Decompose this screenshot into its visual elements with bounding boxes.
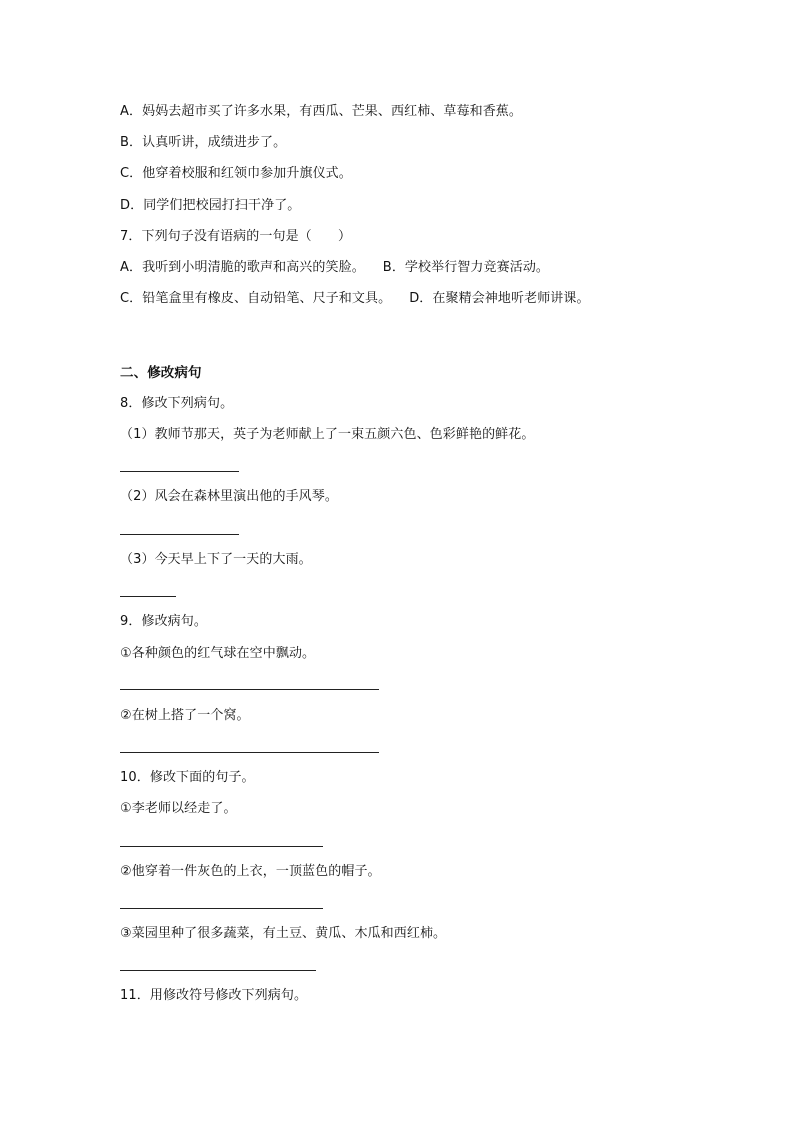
q10-item-3: ③菜园里种了很多蔬菜，有土豆、黄瓜、木瓜和西红柿。: [120, 926, 447, 941]
q6-option-a: A．妈妈去超市买了许多水果，有西瓜、芒果、西红柿、草莓和香蕉。: [120, 104, 522, 119]
q9-item-1-answer-line[interactable]: [120, 689, 379, 690]
q6-option-d: D．同学们把校园打扫干净了。: [120, 198, 301, 213]
q7-options-row-2: [120, 291, 590, 307]
q9-item-2-answer-line[interactable]: [120, 752, 379, 753]
q7-stem: 7．下列句子没有语病的一句是（ ）: [120, 229, 352, 244]
q7-option-a: A．我听到小明清脆的歌声和高兴的笑脸。: [120, 260, 365, 275]
q8-item-1-answer-line[interactable]: [120, 471, 239, 472]
q8-item-1: （1）教师节那天，英子为老师献上了一束五颜六色、色彩鲜艳的鲜花。: [120, 427, 535, 442]
q8-item-2-answer-line[interactable]: [120, 534, 239, 535]
q10-item-1: ①李老师以经走了。: [120, 801, 237, 816]
q7-options-row-1: [120, 260, 549, 276]
q7-option-d: D．在聚精会神地听老师讲课。: [409, 291, 590, 306]
q9-item-2: ②在树上搭了一个窝。: [120, 708, 250, 723]
q10-item-2-answer-line[interactable]: [120, 908, 323, 909]
q6-option-c: C．他穿着校服和红领巾参加升旗仪式。: [120, 166, 352, 181]
q9-item-1: ①各种颜色的红气球在空中飘动。: [120, 646, 316, 661]
q6-option-b: B．认真听讲，成绩进步了。: [120, 135, 287, 150]
section-2-title: 二、修改病句: [120, 365, 202, 381]
q10-item-3-answer-line[interactable]: [120, 970, 316, 971]
q8-item-3: （3）今天早上下了一天的大雨。: [120, 552, 312, 567]
q11-stem: 11．用修改符号修改下列病句。: [120, 988, 308, 1003]
q7-option-c: C．铅笔盒里有橡皮、自动铅笔、尺子和文具。: [120, 291, 392, 306]
q10-stem: 10．修改下面的句子。: [120, 770, 255, 785]
q10-item-2: ②他穿着一件灰色的上衣，一顶蓝色的帽子。: [120, 864, 381, 879]
q10-item-1-answer-line[interactable]: [120, 846, 323, 847]
q7-option-b: B．学校举行智力竞赛活动。: [382, 260, 550, 275]
q9-stem: 9．修改病句。: [120, 614, 207, 629]
q8-item-3-answer-line[interactable]: [120, 596, 176, 597]
q8-item-2: （2）风会在森林里演出他的手风琴。: [120, 489, 338, 504]
q8-stem: 8．修改下列病句。: [120, 396, 234, 411]
